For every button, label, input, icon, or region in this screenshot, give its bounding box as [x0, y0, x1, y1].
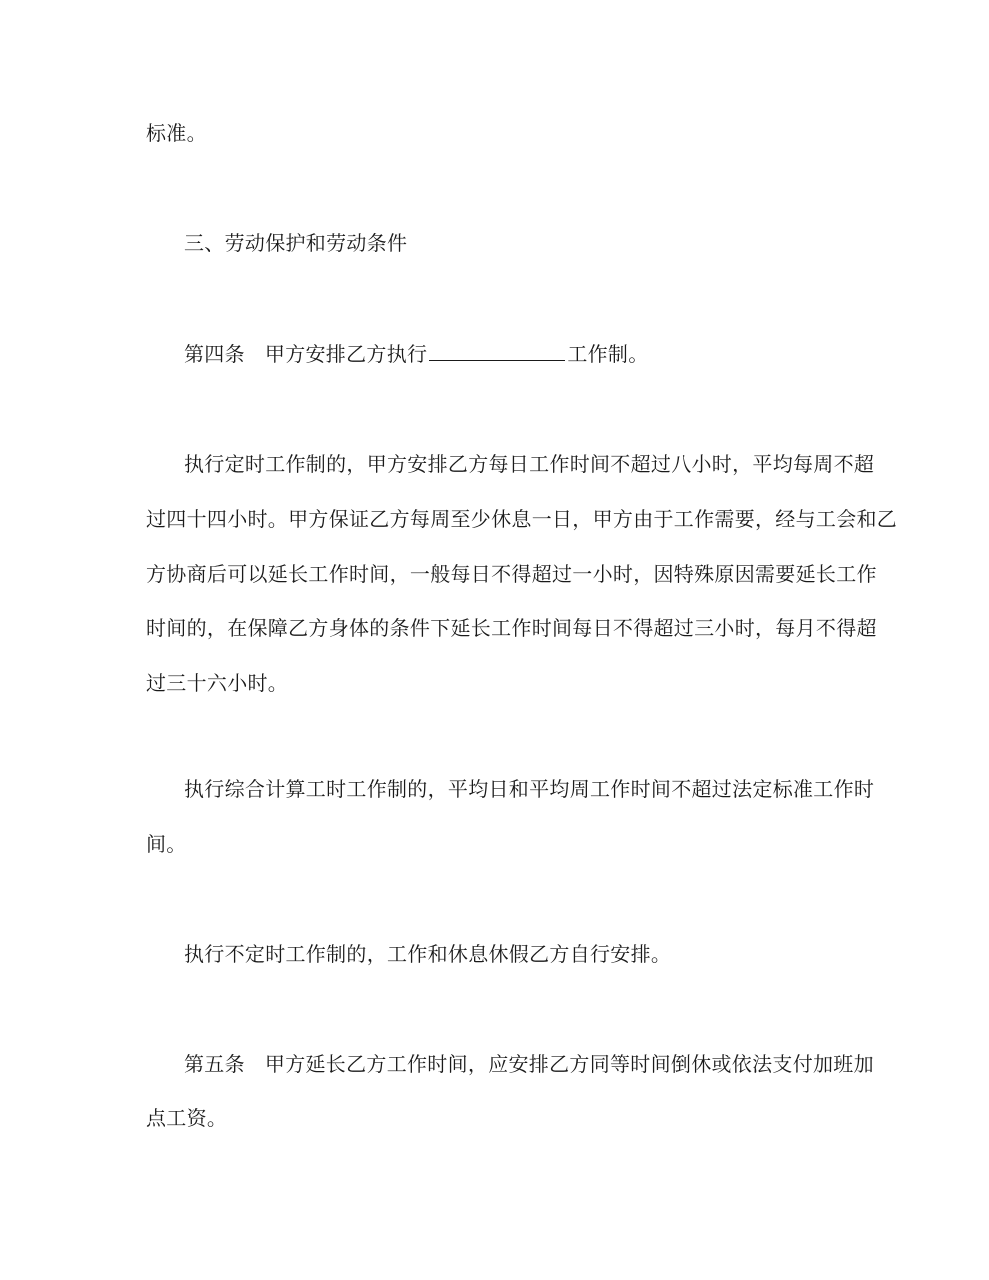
fixed-hours-line-2: 过四十四小时。甲方保证乙方每周至少休息一日，甲方由于工作需要，经与工会和乙	[146, 507, 898, 531]
flexible-hours-paragraph: 执行不定时工作制的，工作和休息休假乙方自行安排。	[184, 942, 672, 966]
section-heading-labor-protection: 三、劳动保护和劳动条件	[184, 231, 408, 255]
article-4-text-after-blank: 工作制。	[567, 342, 649, 366]
article-4-text-before-blank: 甲方安排乙方执行	[264, 342, 428, 366]
article-5-text: 甲方延长乙方工作时间，应安排乙方同等时间倒休或依法支付加班加	[264, 1052, 874, 1076]
fixed-hours-line-1: 执行定时工作制的，甲方安排乙方每日工作时间不超过八小时，平均每周不超	[184, 452, 875, 476]
article-4	[184, 340, 649, 367]
article-5-label: 第五条	[184, 1052, 245, 1076]
article-5-line-1	[184, 1051, 874, 1077]
fixed-hours-line-4: 时间的，在保障乙方身体的条件下延长工作时间每日不得超过三小时，每月不得超	[146, 616, 877, 640]
paragraph-tail-standard: 标准。	[146, 121, 207, 145]
fixed-hours-line-5: 过三十六小时。	[146, 671, 289, 695]
fixed-hours-line-3: 方协商后可以延长工作时间，一般每日不得超过一小时，因特殊原因需要延长工作	[146, 562, 877, 586]
comprehensive-hours-line-2: 间。	[146, 832, 187, 856]
comprehensive-hours-line-1: 执行综合计算工时工作制的，平均日和平均周工作时间不超过法定标准工作时	[184, 777, 875, 801]
article-5-line-2: 点工资。	[146, 1106, 228, 1130]
article-4-fill-in-blank	[429, 340, 565, 361]
article-4-label: 第四条	[184, 342, 245, 366]
